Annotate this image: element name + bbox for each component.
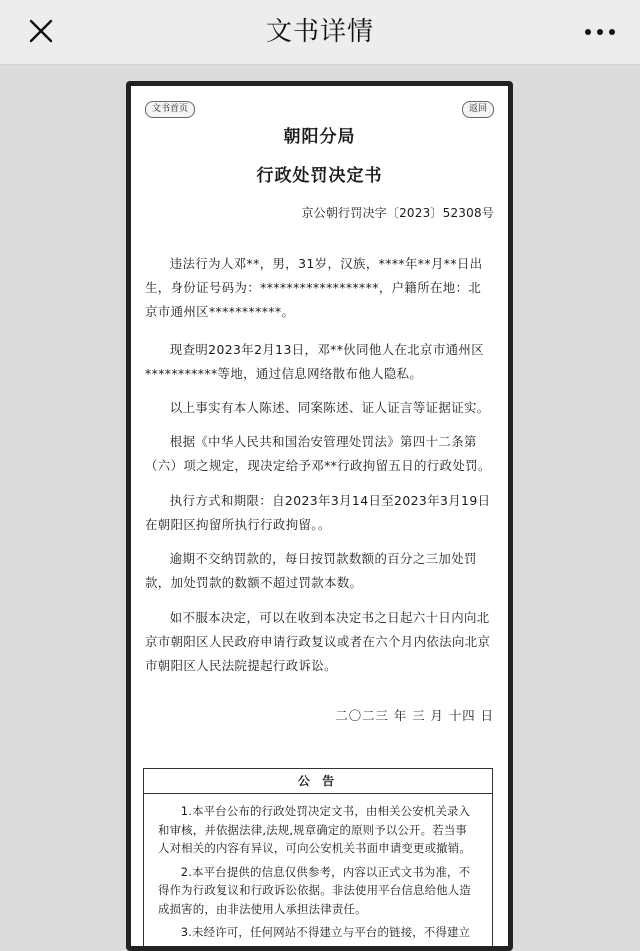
document-home-button[interactable]: 文书首页 <box>145 101 195 118</box>
notice-title: 公 告 <box>144 769 492 794</box>
issue-date: 二〇二三 年 三 月 十四 日 <box>335 708 494 723</box>
more-icon <box>582 18 618 46</box>
paragraph-appeal: 如不服本决定，可以在收到本决定书之日起六十日内向北京市朝阳区人民政府申请行政复议或者在六个月内依法向北京市朝阳区人民法院提起行政诉讼。 <box>145 610 491 673</box>
back-button[interactable]: 返回 <box>462 101 494 118</box>
issuing-organization: 朝阳分局 <box>283 127 356 147</box>
top-navigation-bar <box>0 0 640 65</box>
paragraph-facts: 现查明2023年2月13日，邓**伙同他人在北京市通州区***********等地，通过信息网络散布他人隐私。 <box>145 342 484 381</box>
notice-item: 3.未经许可，任何网站不得建立与平台的链接，不得建立 <box>180 925 471 939</box>
document-number: 京公朝行罚决字〔2023〕52308号 <box>301 206 494 220</box>
document-title: 行政处罚决定书 <box>256 166 383 186</box>
document-screen[interactable] <box>131 86 508 946</box>
notice-item: 1.本平台公布的行政处罚决定文书，由相关公安机关录入和审核，并依据法律,法规,规章确定的原则予以公开。若当事人对相关的内容有异议，可向公安机关书面申请变更或撤销。 <box>158 804 471 855</box>
paragraph-overdue: 逾期不交纳罚款的，每日按罚款数额的百分之三加处罚款，加处罚款的数额不超过罚款本数。 <box>145 551 477 590</box>
more-button[interactable] <box>582 18 618 46</box>
paragraph-evidence: 以上事实有本人陈述、同案陈述、证人证言等证据证实。 <box>169 400 490 415</box>
page-title: 文书详情 <box>265 17 374 47</box>
paragraph-legal-basis: 根据《中华人民共和国治安管理处罚法》第四十二条第（六）项之规定，现决定给予邓**行政拘留五日的行政处罚。 <box>145 434 491 473</box>
notice-box <box>143 768 493 946</box>
notice-item: 2.本平台提供的信息仅供参考，内容以正式文书为准，不得作为行政复议和行政诉讼依据。非法使用平台信息给他人造成损害的，由非法使用人承担法律责任。 <box>158 864 471 916</box>
paragraph-offender: 违法行为人邓**，男，31岁，汉族，****年**月**日出生，身份证号码为：******************，户籍所在地：北京市通州区***********。 <box>145 256 483 319</box>
paragraph-execution: 执行方式和期限：自2023年3月14日至2023年3月19日在朝阳区拘留所执行行政拘留。。 <box>145 493 491 532</box>
